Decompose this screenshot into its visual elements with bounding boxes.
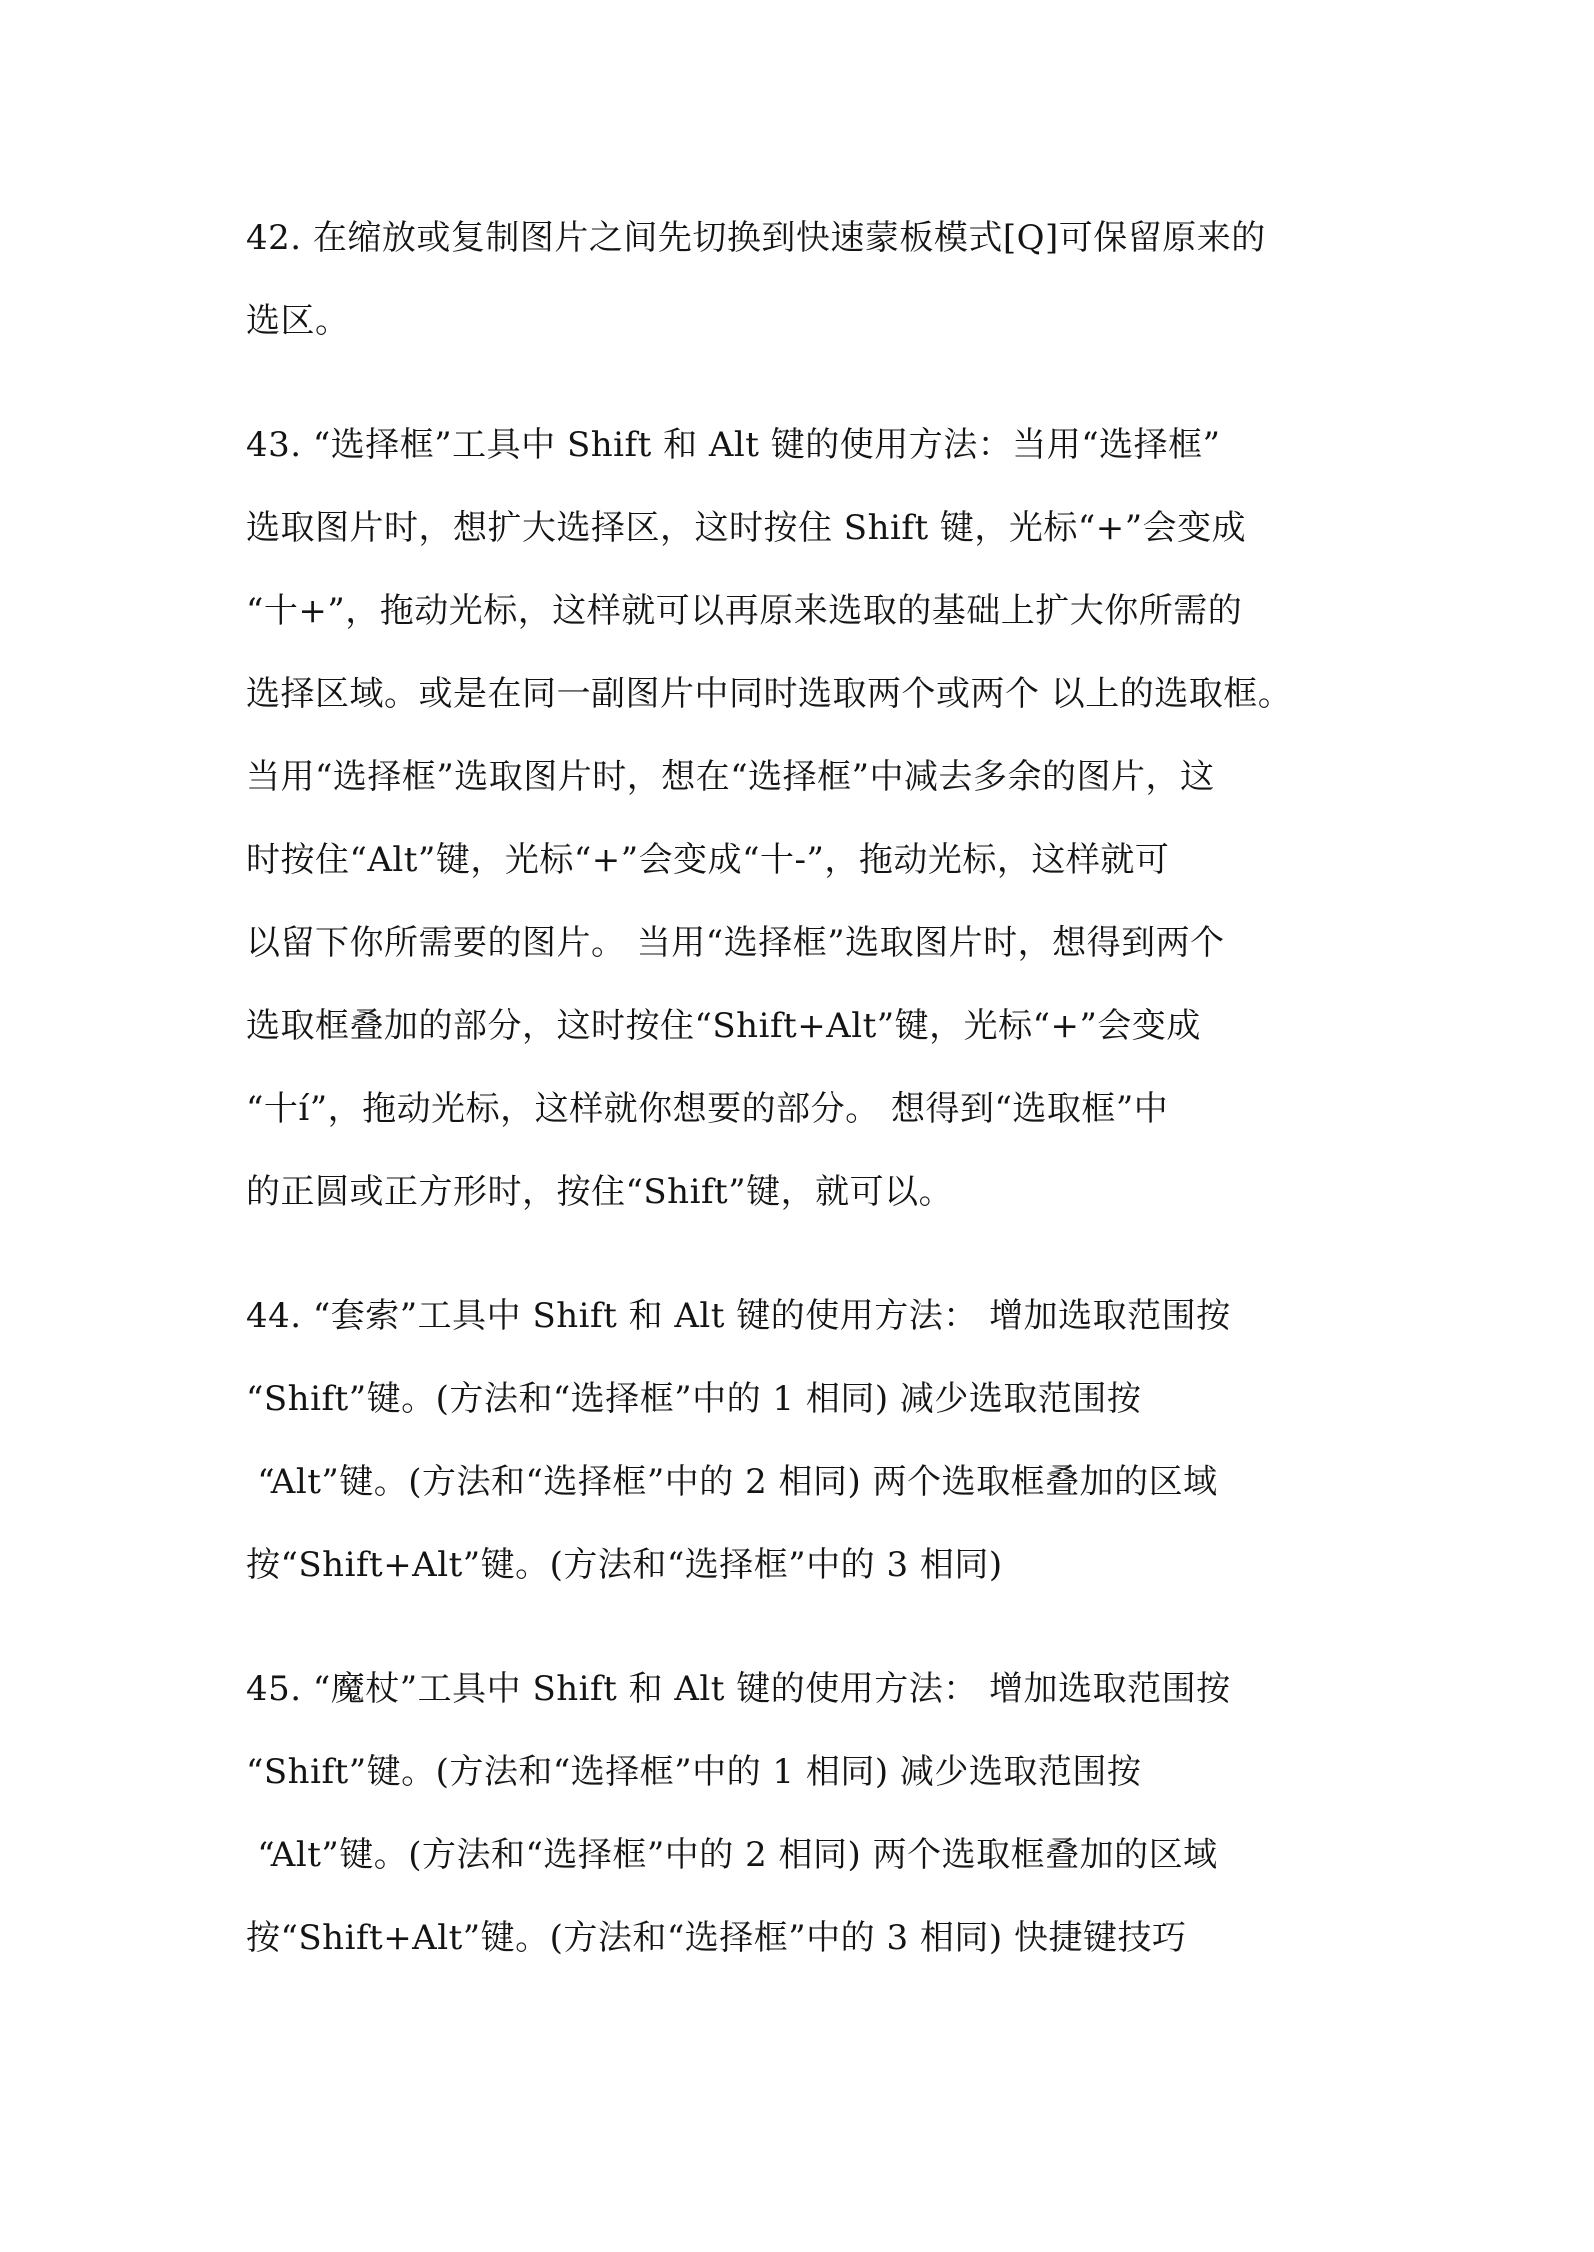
text-line: “十í”，拖动光标，这样就你想要的部分。 想得到“选取框”中 [246, 1089, 1169, 1129]
text-line: “Shift”键。(方法和“选择框”中的 1 相同) 减少选取范围按 [246, 1379, 1142, 1419]
text-line: 选择区域。或是在同一副图片中同时选取两个或两个 以上的选取框。 [246, 674, 1293, 714]
text-line: 选取图片时，想扩大选择区，这时按住 Shift 键，光标“+”会变成 [246, 508, 1247, 548]
text-line: “Shift”键。(方法和“选择框”中的 1 相同) 减少选取范围按 [246, 1752, 1142, 1792]
text-line: 选取框叠加的部分，这时按住“Shift+Alt”键，光标“+”会变成 [246, 1006, 1201, 1046]
text-line: 45. “魔杖”工具中 Shift 和 Alt 键的使用方法： 增加选取范围按 [246, 1669, 1231, 1709]
text-line: 的正圆或正方形时，按住“Shift”键，就可以。 [246, 1172, 954, 1212]
text-line: 当用“选择框”选取图片时，想在“选择框”中减去多余的图片，这 [246, 757, 1215, 797]
text-line: 选区。 [246, 301, 350, 341]
text-line: “十+”，拖动光标，这样就可以再原来选取的基础上扩大你所需的 [246, 591, 1243, 631]
text-line: 以留下你所需要的图片。 当用“选择框”选取图片时，想得到两个 [246, 923, 1225, 963]
text-line: 43. “选择框”工具中 Shift 和 Alt 键的使用方法：当用“选择框” [246, 425, 1221, 465]
text-line: 42. 在缩放或复制图片之间先切换到快速蒙板模式[Q]可保留原来的 [246, 218, 1266, 258]
text-line: 时按住“Alt”键，光标“+”会变成“十-”，拖动光标，这样就可 [246, 840, 1170, 880]
text-line: 按“Shift+Alt”键。(方法和“选择框”中的 3 相同) [246, 1545, 1003, 1585]
text-line: 按“Shift+Alt”键。(方法和“选择框”中的 3 相同) 快捷键技巧 [246, 1918, 1187, 1958]
text-line: “Alt”键。(方法和“选择框”中的 2 相同) 两个选取框叠加的区域 [246, 1462, 1218, 1502]
text-line: “Alt”键。(方法和“选择框”中的 2 相同) 两个选取框叠加的区域 [246, 1835, 1218, 1875]
text-line: 44. “套索”工具中 Shift 和 Alt 键的使用方法： 增加选取范围按 [246, 1296, 1231, 1336]
